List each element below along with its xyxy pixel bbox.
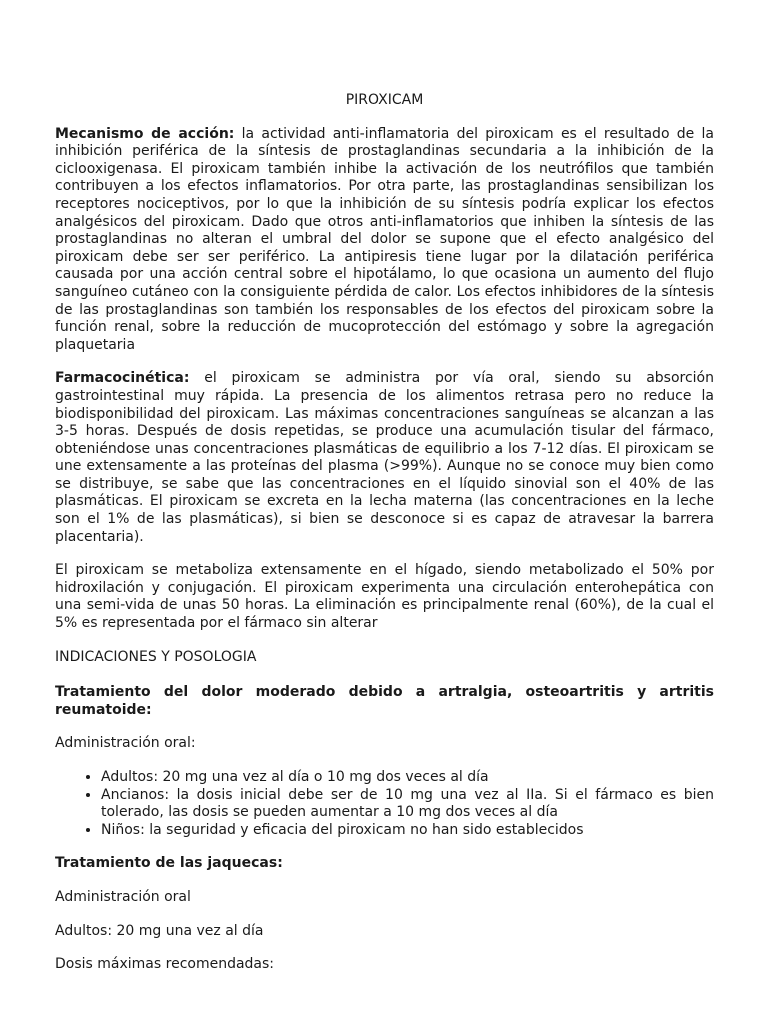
dosage-item-ancianos: • Ancianos: la dosis inicial debe ser de 10 mg una vez al IIa. Si el fármaco es bien tolerado, las dosis se pueden aumentar a 10 mg dos veces al día	[101, 787, 714, 822]
jaquecas-admin: Administración oral	[55, 888, 191, 905]
jaquecas-heading: Tratamiento de las jaquecas:	[55, 855, 283, 872]
mecanismo-text: la actividad anti-inflamatoria del piroxicam es el resultado de la inhibición periférica de la síntesis de prostaglandinas secundaria a la inhibición de la ciclooxigenasa. El piroxicam también inhibe la activación de los neutrófilos que también contribuyen a los efectos inflamatorios. Por otra parte, las prostaglandinas sensibilizan los receptores nociceptivos, por lo que la inhibición de su síntesis podría explicar los efectos analgésicos del piroxicam. Dado que otros anti-inflamatorios que inhiben la síntesis de las prostaglandinas no alteran el umbral del dolor se supone que el efecto analgésico del piroxicam debe ser ser periférico. La antipiresis tiene lugar por la dilatación periférica causada por una acción central sobre el hipotálamo, lo que ocasiona un aumento del flujo sanguíneo cutáneo con la consiguiente pérdida de calor. Los efectos inhibidores de la síntesis de las prostaglandinas son también los responsables de los efectos del piroxicam sobre la función renal, sobre la reducción de mucoprotección del estómago y sobre la agregación plaquetaria	[55, 125, 714, 353]
dosis-maximas: Dosis máximas recomendadas:	[55, 956, 275, 973]
mecanismo-paragraph	[55, 126, 714, 355]
dolor-admin: Administración oral:	[55, 735, 196, 752]
jaquecas-adultos: Adultos: 20 mg una vez al día	[55, 922, 264, 939]
indicaciones-heading: INDICACIONES Y POSOLOGIA	[55, 648, 257, 665]
farmacocinetica-paragraph	[55, 370, 714, 546]
dosage-item-adultos: • Adultos: 20 mg una vez al día o 10 mg dos veces al día	[101, 769, 714, 787]
document-title: PIROXICAM	[345, 92, 424, 108]
farmacocinetica-text: el piroxicam se administra por vía oral, siendo su absorción gastrointestinal muy rápida. La presencia de los alimentos retrasa pero no reduce la biodisponibilidad del piroxicam. Las máximas concentraciones sanguíneas se alcanzan a las 3-5 horas. Después de dosis repetidas, se produce una acumulación tisular del fármaco, obteniéndose unas concentraciones plasmáticas de equilibrio a los 7-12 días. El piroxicam se une extensamente a las proteínas del plasma (>99%). Aunque no se conoce muy bien como se distribuye, se sabe que las concentraciones en el líquido sinovial son el 40% de las plasmáticas. El piroxicam se excreta en la lecha materna (las concentraciones en la leche son el 1% de las plasmáticas), si bien se desconoce si es capaz de atravesar la barrera placentaria).	[55, 370, 714, 545]
dosage-item-ninos: • Niños: la seguridad y eficacia del piroxicam no han sido establecidos	[101, 822, 714, 840]
metabolismo-paragraph: El piroxicam se metaboliza extensamente en el hígado, siendo metabolizado el 50% por hidroxilación y conjugación. El piroxicam experimenta una circulación enterohepática con una semi-vida de unas 50 horas. La eliminación es principalmente renal (60%), de la cual el 5% es representada por el fármaco sin alterar	[55, 562, 714, 632]
document-page	[55, 92, 714, 990]
dolor-heading: Tratamiento del dolor moderado debido a artralgia, osteoartritis y artritis reumatoide:	[55, 684, 714, 718]
mecanismo-label: Mecanismo de acción:	[55, 125, 235, 142]
farmacocinetica-label: Farmacocinética:	[55, 370, 190, 387]
dosage-list	[55, 769, 714, 839]
